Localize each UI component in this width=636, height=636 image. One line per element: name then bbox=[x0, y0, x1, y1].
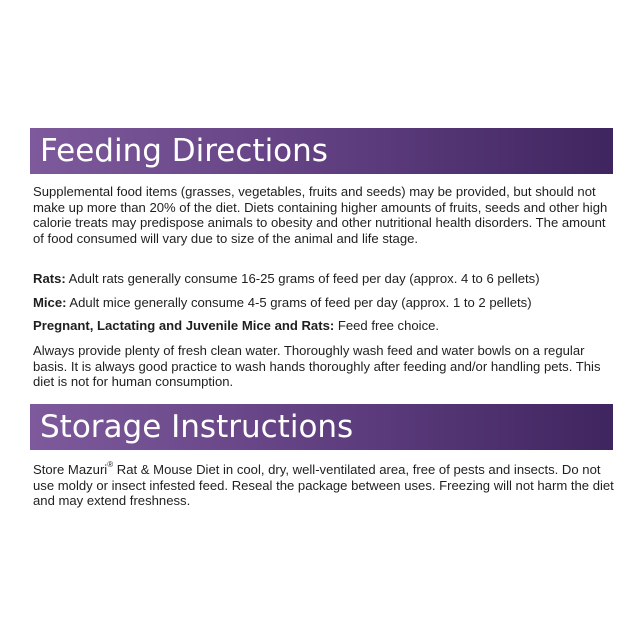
mice-text: Adult mice generally consume 4-5 grams of feed per day (approx. 1 to 2 pellets) bbox=[69, 295, 532, 310]
feeding-directions-heading: Feeding Directions bbox=[40, 133, 328, 169]
mice-label: Mice: bbox=[33, 295, 67, 310]
pregnant-label: Pregnant, Lactating and Juvenile Mice and Rats: bbox=[33, 318, 335, 333]
storage-text-start: Store Mazuri bbox=[33, 462, 108, 477]
pregnant-text: Feed free choice. bbox=[337, 318, 440, 333]
rats-label: Rats: bbox=[33, 271, 66, 286]
pregnant-paragraph bbox=[33, 318, 615, 334]
mice-paragraph bbox=[33, 295, 615, 311]
rats-text: Adult rats generally consume 16-25 grams of feed per day (approx. 4 to 6 pellets) bbox=[68, 271, 540, 286]
water-paragraph bbox=[33, 343, 615, 390]
storage-instructions-heading: Storage Instructions bbox=[40, 409, 354, 445]
water-text: Always provide plenty of fresh clean water. Thoroughly wash feed and water bowls on a regular basis. It is always good practice to wash hands thoroughly after feeding and/or handling pets. This diet is not for human consumption. bbox=[33, 343, 601, 390]
supplemental-text: Supplemental food items (grasses, vegetables, fruits and seeds) may be provided, but should not make up more than 20% of the diet. Diets containing higher amounts of fruits, seeds and other high calorie treats may predispose animals to obesity and other nutritional health disorders. The amount of food consumed will vary due to size of the animal and life stage. bbox=[33, 184, 608, 246]
rats-paragraph bbox=[33, 271, 615, 287]
feeding-directions-banner bbox=[30, 128, 613, 174]
storage-text-rest: Rat & Mouse Diet in cool, dry, well-ventilated area, free of pests and insects. Do not use moldy or insect infested feed. Reseal the package between uses. Freezing will not harm the diet and may extend freshness. bbox=[33, 462, 614, 509]
supplemental-food-paragraph bbox=[33, 184, 615, 246]
storage-paragraph bbox=[33, 462, 615, 509]
storage-instructions-banner bbox=[30, 404, 613, 450]
registered-mark: ® bbox=[107, 460, 114, 469]
